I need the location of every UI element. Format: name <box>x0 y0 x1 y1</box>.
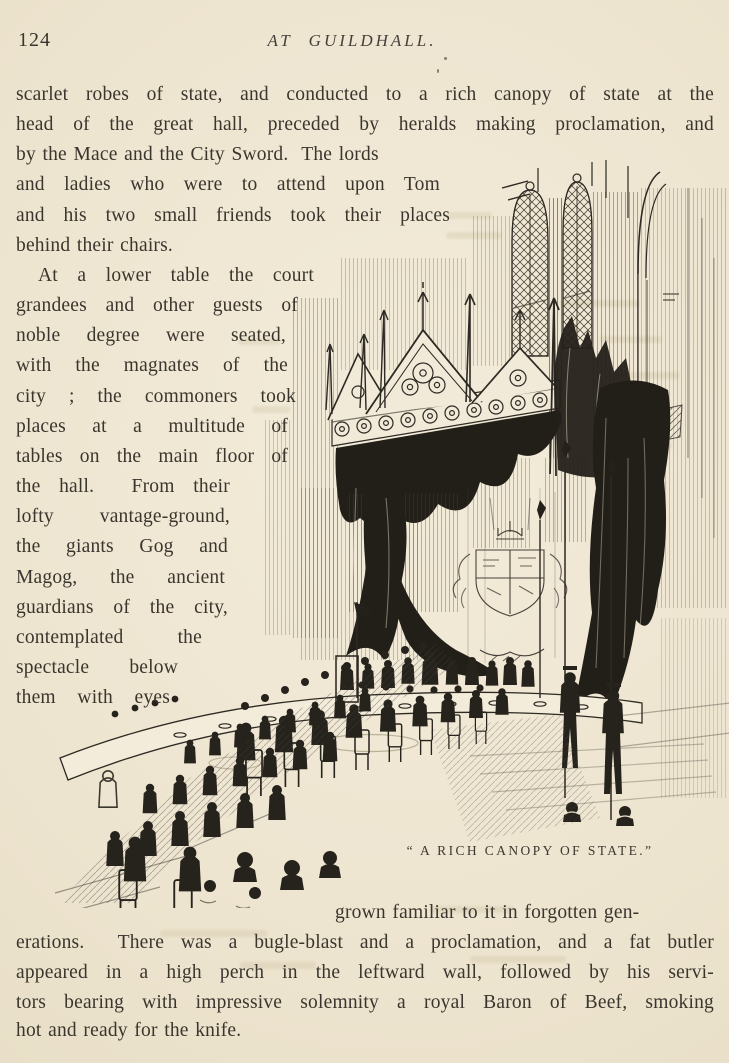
body-line: noble degree were seated, <box>16 325 286 346</box>
body-line: scarlet robes of state, and conducted to a rich canopy of state at the <box>16 84 714 105</box>
body-line: grandees and other guests of <box>16 295 298 316</box>
floor-crowd <box>55 642 458 908</box>
body-line: city ; the commoners took <box>16 386 296 407</box>
body-line: the hall. From their <box>16 476 230 497</box>
body-line: tables on the main floor of <box>16 446 288 467</box>
body-line: them with eyes <box>16 687 170 708</box>
body-line: At a lower table the court <box>38 265 314 286</box>
body-line: grown familiar to it in forgotten gen- <box>335 902 640 923</box>
ink-speck <box>437 69 439 73</box>
page-number: 124 <box>18 29 51 51</box>
body-line: and his two small friends took their places <box>16 205 450 226</box>
illustration-caption: “ A RICH CANOPY OF STATE.” <box>406 843 654 858</box>
running-header: AT GUILDHALL. <box>267 31 437 50</box>
body-line: spectacle below <box>16 657 178 678</box>
body-line: places at a multitude of <box>16 416 288 437</box>
body-line: with the magnates of the <box>16 355 288 376</box>
body-line: head of the great hall, preceded by heralds making proclamation, and <box>16 114 714 135</box>
body-line: the giants Gog and <box>16 536 228 557</box>
body-line: by the Mace and the City Sword. The lords <box>16 144 379 165</box>
body-line: and ladies who were to attend upon Tom <box>16 174 440 195</box>
ink-speck <box>444 57 447 60</box>
body-line: guardians of the city, <box>16 597 228 618</box>
body-line: hot and ready for the knife. <box>16 1020 242 1041</box>
body-line: tors bearing with impressive solemnity a royal Baron of Beef, smoking <box>16 992 714 1013</box>
body-line: contemplated the <box>16 627 202 648</box>
body-line: erations. There was a bugle-blast and a proclamation, and a fat butler <box>16 932 714 953</box>
body-line: Magog, the ancient <box>16 567 225 588</box>
body-line: appeared in a high perch in the leftward wall, followed by his servi- <box>16 962 714 983</box>
body-line: lofty vantage-ground, <box>16 506 230 527</box>
body-line: behind their chairs. <box>16 235 173 256</box>
